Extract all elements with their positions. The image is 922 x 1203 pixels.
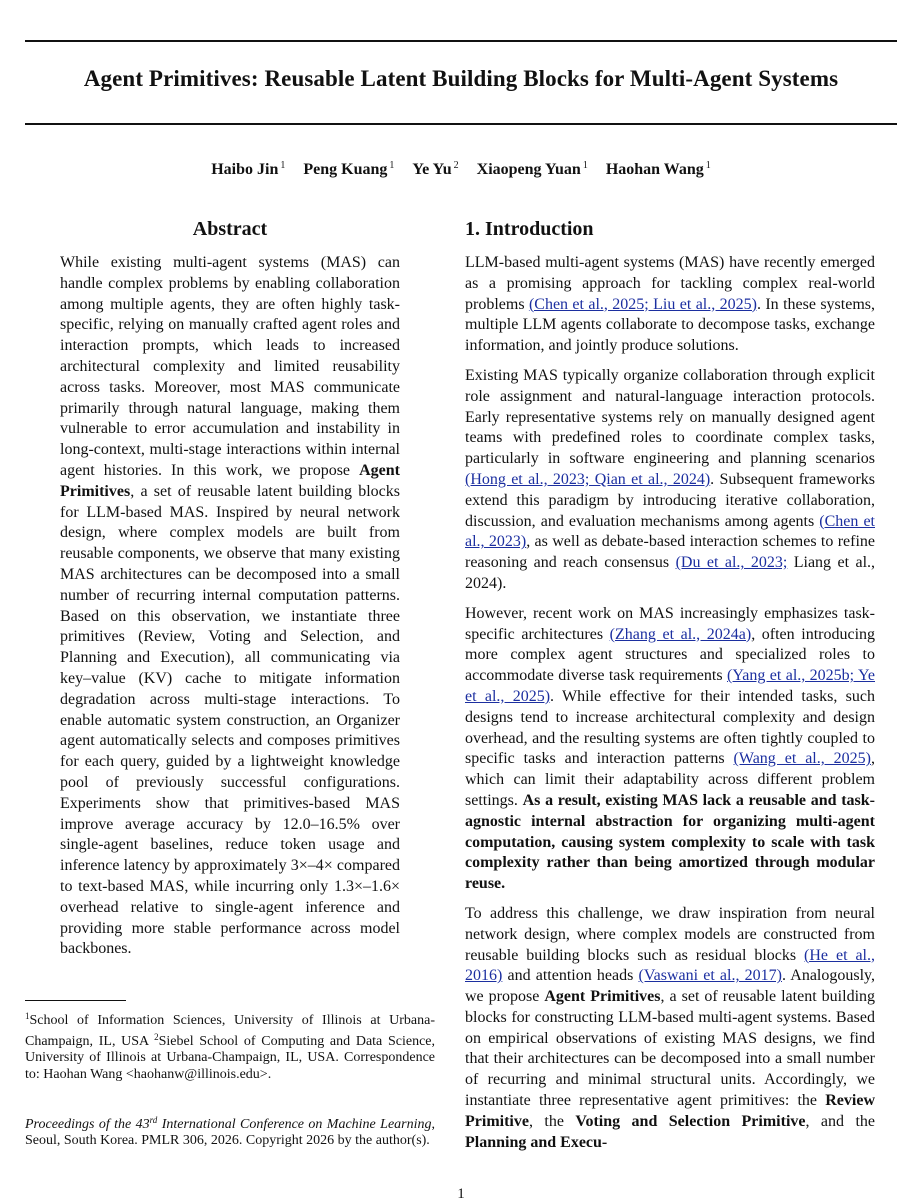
citation-link[interactable]: (Hong et al., 2023; Qian et al., 2024) <box>465 470 711 488</box>
paper-title: Agent Primitives: Reusable Latent Building Blocks for Multi-Agent Systems <box>83 66 839 91</box>
author-affiliation: 1 <box>582 160 588 171</box>
citation-link[interactable]: (Zhang et al., 2024a) <box>609 625 752 643</box>
left-column <box>60 218 400 960</box>
citation-link[interactable]: (Vaswani et al., 2017) <box>638 967 782 985</box>
affiliation-footnote: $^1$School of Information Sciences, University of Illinois at Urbana-Champaign, IL, USA $^2$Siebel School of Computing and Data Science, University of Illinois at Urbana-Champaign, IL, USA. Correspondence to: Haohan Wang <haohanw@illinois.edu>. <box>25 1011 435 1082</box>
citation-link[interactable]: (Yang et al., 2025b; Ye et al., 2025) <box>465 667 875 705</box>
author <box>606 161 711 178</box>
intro-paragraph-2: Existing MAS typically organize collaboration through explicit role assignment and natural-language interaction protocols. Early representative systems rely on manually designed agent teams with predefined roles to coordinate complex tasks, particularly in software engineering and planning scenarios (Hong et al., 2023; Qian et al., 2024). Subsequent frameworks extend this paradigm by introducing iterative collaboration, discussion, and evaluation mechanisms among agents (Chen et al., 2023), as well as debate-based interaction schemes to refine reasoning and reach consensus (Du et al., 2023; Liang et al., 2024). <box>465 366 876 592</box>
intro-emphasis: Voting and Selection Primitive <box>575 1112 806 1130</box>
citation-link[interactable]: (Chen et al., 2023) <box>465 512 875 551</box>
title-bottom-rule <box>25 123 897 125</box>
citation-link[interactable]: (He et al., 2016) <box>465 946 875 985</box>
author-name: Haibo Jin <box>211 161 279 178</box>
author <box>211 161 285 178</box>
author-name: Haohan Wang <box>605 161 704 178</box>
author-affiliation: 1 <box>389 160 395 171</box>
citation-link[interactable]: (Du et al., 2023; <box>675 554 788 572</box>
intro-emphasis: Review Primitive <box>465 1092 875 1130</box>
footnote-rule <box>25 1000 126 1001</box>
author-name: Peng Kuang <box>303 161 388 178</box>
abstract-emphasis: Agent Primitives <box>60 461 400 500</box>
citation-link[interactable]: (Wang et al., 2025) <box>733 750 871 768</box>
abstract-heading: Abstract <box>192 218 268 240</box>
author-affiliation: 1 <box>280 160 286 171</box>
intro-emphasis: Agent Primitives <box>544 988 661 1006</box>
right-column <box>465 218 875 1162</box>
citation-link[interactable]: (Chen et al., 2025; Liu et al., 2025) <box>528 295 757 313</box>
intro-paragraph-1: LLM-based multi-agent systems (MAS) have recently emerged as a promising approach for tackling complex real-world problems (Chen et al., 2025; Liu et al., 2025). In these systems, multiple LLM agents collaborate to decompose tasks, exchange information, and jointly produce solutions. <box>465 254 875 355</box>
title-top-rule <box>25 40 897 42</box>
intro-paragraph-3: However, recent work on MAS increasingly emphasizes task-specific architectures (Zhang et al., 2024a), often introducing more complex agent structures and specialized roles to accommodate diverse task requirements (Yang et al., 2025b; Ye et al., 2025). While effective for their intended tasks, such designs tend to increase architectural complexity and design overhead, and the resulting systems are often tightly coupled to specific tasks and interaction patterns (Wang et al., 2025), which can limit their adaptability across different problem settings. As a result, existing MAS lack a reusable and task-agnostic internal abstraction for organizing multi-agent computation, causing system complexity to scale with task complexity rather than being amortized through modular reuse. <box>465 604 876 893</box>
author <box>303 161 394 178</box>
author-name: Xiaopeng Yuan <box>476 161 581 178</box>
proceedings-note: Proceedings of the 43rd International Conference on Machine Learning, Seoul, South Korea. PMLR 306, 2026. Copyright 2026 by the author(s). <box>25 1115 435 1149</box>
author-affiliation: 2 <box>453 160 459 171</box>
intro-emphasis: As a result, existing MAS lack a reusable and task-agnostic internal abstraction for organizing multi-agent computation, causing system complexity to scale with task complexity rather than being amortized through modular reuse. <box>465 791 875 893</box>
author-affiliation: 1 <box>705 160 711 171</box>
abstract-text: While existing multi-agent systems (MAS) can handle complex problems by enabling collaboration among multiple agents, they are often highly task-specific, relying on manually crafted agent roles and interaction prompts, which leads to increased architectural complexity and limited reusability across tasks. Moreover, most MAS communicate primarily through natural language, making them vulnerable to error accumulation and instability in long-context, multi-stage interactions within internal agent histories. In this work, we propose Agent Primitives, a set of reusable latent building blocks for LLM-based MAS. Inspired by neural network design, where complex models are built from reusable components, we observe that many existing MAS architectures can be decomposed into a small number of recurring internal computation patterns. Based on this observation, we instantiate three primitives (Review, Voting and Selection, and Planning and Execution), all communicating via key–value (KV) cache to mitigate information degradation across multi-stage interactions. To enable automatic system construction, an Organizer agent automatically selects and composes primitives for each query, guided by a lightweight knowledge pool of previously successful configurations. Experiments show that primitives-based MAS improve average accuracy by 12.0–16.5% over single-agent baselines, reduce token usage and inference latency by approximately 3×–4× compared to text-based MAS, while incurring only 1.3×–1.6× overhead relative to single-agent inference and providing more stable performance across model backbones. <box>60 254 400 958</box>
intro-paragraph-4: To address this challenge, we draw inspiration from neural network design, where complex models are constructed from reusable building blocks such as residual blocks (He et al., 2016) and attention heads (Vaswani et al., 2017). Analogously, we propose Agent Primitives, a set of reusable latent building blocks for constructing LLM-based multi-agent systems. Based on empirical observations of existing MAS designs, we find that their architectures can be decomposed into a small number of recurring and minimal structural units. Accordingly, we instantiate three representative agent primitives: the Review Primitive, the Voting and Selection Primitive, and the Planning and Execu- <box>465 904 876 1151</box>
intro-emphasis: Planning and Execu- <box>465 1133 608 1151</box>
author <box>477 161 588 178</box>
author <box>412 161 458 178</box>
page-number: 1 <box>457 1186 465 1202</box>
introduction-heading: 1. Introduction <box>465 218 594 240</box>
author-list <box>0 160 922 179</box>
author-name: Ye Yu <box>412 161 452 178</box>
